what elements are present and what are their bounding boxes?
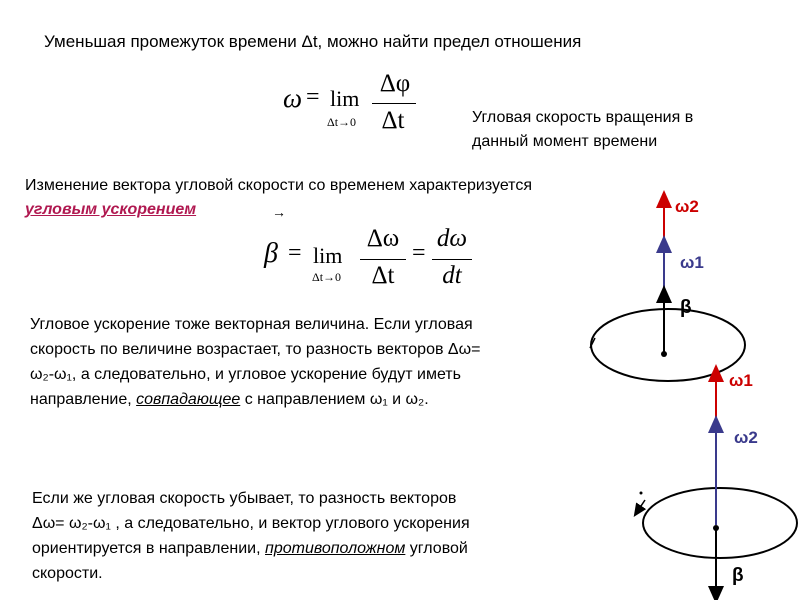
formula1-sub: Δt→0 (327, 115, 357, 129)
label-omega1-bottom: ω1 (729, 371, 753, 390)
axis-point-bottom (713, 525, 719, 531)
formula1-eq: = (306, 84, 320, 110)
para2-line2: Δω= ω₂-ω₁ , а следовательно, и вектор углового ускорения (32, 515, 470, 532)
label-beta-top: β (680, 297, 692, 318)
formula1-lhs: ω (283, 83, 303, 113)
rotation-dot-bottom (640, 492, 643, 495)
para1-line4-b: с направлением ω₁ и ω₂. (240, 391, 429, 408)
note1-line1: Угловая скорость вращения в (472, 109, 694, 126)
diagram-bottom-decreasing (637, 372, 797, 596)
formula2-sub: Δt→0 (312, 270, 342, 284)
label-omega2-bottom: ω2 (734, 428, 758, 447)
para1-emphasis: совпадающее (136, 391, 241, 408)
accel-term: угловым ускорением (25, 201, 197, 218)
para2-line3-b: угловой (405, 540, 468, 557)
formula1-lim: lim (330, 86, 360, 111)
formula2-den2: dt (442, 262, 462, 289)
label-omega2-top: ω2 (675, 197, 699, 216)
formula2-num1: Δω (366, 225, 400, 252)
diagram-top-increasing (590, 198, 745, 381)
formula2-eq1: = (288, 240, 302, 266)
formula1-num: Δφ (379, 70, 411, 97)
para1-line4-a: направление, (30, 391, 137, 408)
para1-line3: ω₂-ω₁, а следовательно, и угловое ускорение будут иметь (30, 366, 461, 383)
formula2-eq2: = (412, 240, 426, 266)
para2-line3-a: ориентируется в направлении, (32, 540, 266, 557)
formula1-den: Δt (381, 107, 405, 134)
label-omega1-top: ω1 (680, 253, 704, 272)
formula2-den1: Δt (371, 262, 395, 289)
formula2-num2: dω (436, 225, 468, 252)
para2-line1: Если же угловая скорость убывает, то разность векторов (32, 490, 457, 507)
axis-point-top (661, 351, 667, 357)
para1-line2: скорость по величине возрастает, то разность векторов Δω= (30, 341, 481, 358)
rotation-arrow-bottom (637, 500, 645, 512)
formula2-vec-mark: → (272, 206, 286, 221)
formula2-lim: lim (313, 243, 343, 268)
label-beta-bottom: β (732, 565, 744, 586)
para1-line1: Угловое ускорение тоже векторная величина. Если угловая (30, 316, 473, 333)
para2-emphasis: противоположном (265, 540, 406, 557)
rotation-ellipse-top (591, 309, 745, 381)
para2-line4: скорости. (32, 565, 103, 582)
accel-line1: Изменение вектора угловой скорости со временем характеризуется (25, 177, 532, 194)
note1-line2: данный момент времени (472, 133, 658, 150)
formula2-lhs: β (264, 238, 278, 269)
intro-text: Уменьшая промежуток времени Δt, можно найти предел отношения (44, 32, 582, 51)
rotation-ellipse-bottom (643, 488, 797, 558)
